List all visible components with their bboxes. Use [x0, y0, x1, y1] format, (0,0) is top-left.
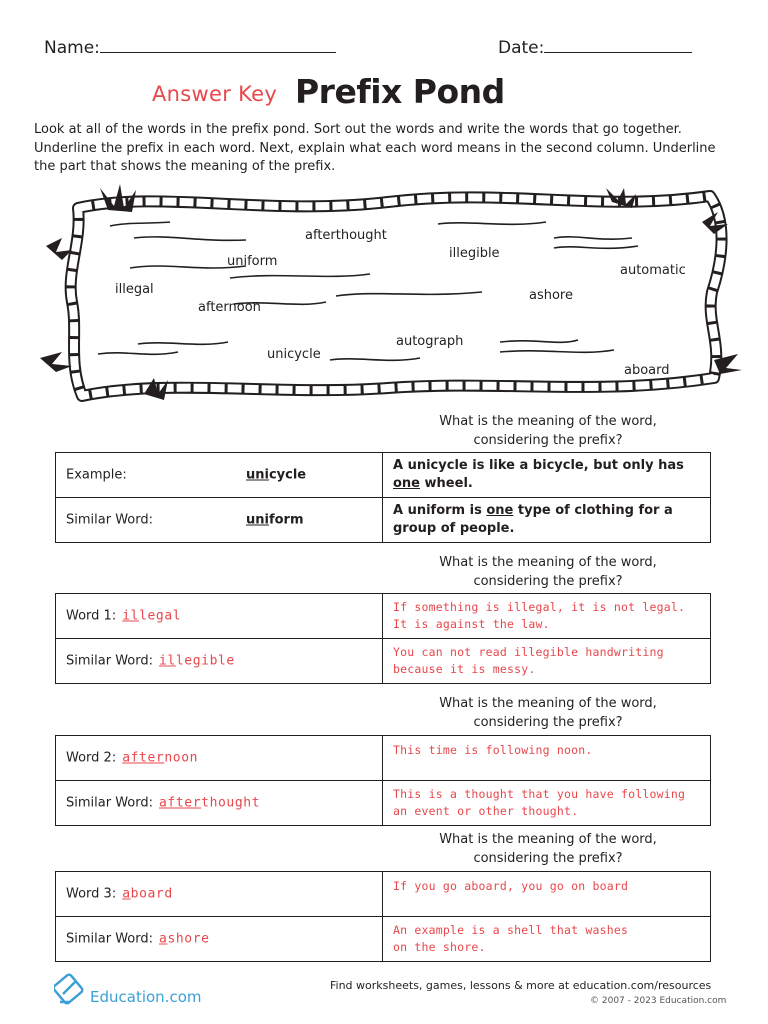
word-meaning-cell[interactable]: [383, 736, 711, 781]
page-title: Prefix Pond: [295, 72, 505, 111]
similar-meaning-cell[interactable]: [383, 917, 711, 962]
pond-word: afterthought: [305, 228, 387, 243]
word-set-3-table: [55, 871, 711, 962]
date-label: Date:: [498, 38, 545, 58]
word-label: Word 3:: [66, 886, 117, 902]
word-cell: [56, 736, 383, 781]
word-cell: [56, 872, 383, 917]
similar-word-label: Similar Word:: [66, 795, 153, 811]
similar-meaning-cell[interactable]: [383, 781, 711, 826]
example-word: unicycle: [246, 467, 307, 483]
word-label: Word 2:: [66, 750, 117, 766]
pond-word: automatic: [620, 263, 686, 278]
word-meaning-cell[interactable]: [383, 872, 711, 917]
similar-word-cell: [56, 639, 383, 684]
pond-word: ashore: [529, 288, 573, 303]
pond-word: uniform: [227, 254, 278, 269]
similar-word-answer: afterthought: [159, 795, 261, 811]
answer-key-label: Answer Key: [152, 82, 278, 106]
example-word-cell: [56, 453, 383, 498]
example-similar-cell: [56, 498, 383, 543]
meaning-question: What is the meaning of the word, considering the prefix?: [439, 696, 657, 730]
similar-word-answer: illegible: [159, 653, 235, 669]
name-field[interactable]: [44, 36, 336, 58]
table-row: [56, 594, 711, 639]
name-line[interactable]: [100, 36, 336, 53]
pond-illustration: [38, 182, 744, 420]
word-answer: aboard: [122, 886, 173, 902]
word-answer: illegal: [122, 608, 182, 624]
similar-meaning: This is a thought that you have following an event or other thought.: [393, 787, 686, 818]
brand-name[interactable]: Education.com: [90, 988, 202, 1006]
table-row: [56, 917, 711, 962]
table-row: [56, 453, 711, 498]
word-meaning: This time is following noon.: [393, 743, 593, 757]
word-set-1-table: [55, 593, 711, 684]
pond-word: illegal: [115, 282, 154, 297]
meaning-question: What is the meaning of the word, considering the prefix?: [439, 832, 657, 866]
name-label: Name:: [44, 38, 100, 58]
word-cell: [56, 594, 383, 639]
example-similar-meaning-cell: [383, 498, 711, 543]
word-set-2-table: [55, 735, 711, 826]
word-meaning: If something is illegal, it is not legal. It is against the law.: [393, 600, 686, 631]
table-row: [56, 872, 711, 917]
example-label: Example:: [66, 467, 127, 483]
example-meaning-cell: [383, 453, 711, 498]
pencil-book-logo-icon: [54, 972, 86, 1006]
word-meaning: If you go aboard, you go on board: [393, 879, 629, 893]
table-row: [56, 781, 711, 826]
similar-meaning: An example is a shell that washes on the shore.: [393, 923, 629, 954]
similar-meaning-cell[interactable]: [383, 639, 711, 684]
table-row: [56, 639, 711, 684]
pond-word: unicycle: [267, 347, 321, 362]
example-similar-word: uniform: [246, 512, 304, 528]
similar-word-label: Similar Word:: [66, 512, 153, 528]
word-label: Word 1:: [66, 608, 117, 624]
similar-word-answer: ashore: [159, 931, 210, 947]
similar-word-label: Similar Word:: [66, 653, 153, 669]
pond-word: illegible: [449, 246, 500, 261]
meaning-question: What is the meaning of the word, considering the prefix?: [439, 414, 657, 448]
example-meaning: A unicycle is like a bicycle, but only has one wheel.: [393, 458, 684, 491]
similar-word-label: Similar Word:: [66, 931, 153, 947]
copyright: © 2007 - 2023 Education.com: [590, 996, 727, 1006]
word-meaning-cell[interactable]: [383, 594, 711, 639]
example-similar-meaning: A uniform is one type of clothing for a group of people.: [393, 503, 673, 536]
date-line[interactable]: [544, 36, 692, 53]
pond-word: autograph: [396, 334, 464, 349]
date-field[interactable]: [498, 36, 692, 58]
meaning-question: What is the meaning of the word, considering the prefix?: [439, 555, 657, 589]
table-row: [56, 736, 711, 781]
table-row: [56, 498, 711, 543]
footer-text[interactable]: Find worksheets, games, lessons & more at education.com/resources: [330, 979, 712, 992]
instructions: Look at all of the words in the prefix pond. Sort out the words and write the words that go together. Underline the prefix in each word. Next, explain what each word means in the second column. Underline the part that shows the meaning of the prefix.: [34, 122, 716, 174]
pond-word: aboard: [624, 363, 670, 378]
word-answer: afternoon: [122, 750, 199, 766]
example-table: [55, 452, 711, 543]
similar-meaning: You can not read illegible handwriting because it is messy.: [393, 645, 664, 676]
similar-word-cell: [56, 781, 383, 826]
similar-word-cell: [56, 917, 383, 962]
pond-word: afternoon: [198, 300, 261, 315]
